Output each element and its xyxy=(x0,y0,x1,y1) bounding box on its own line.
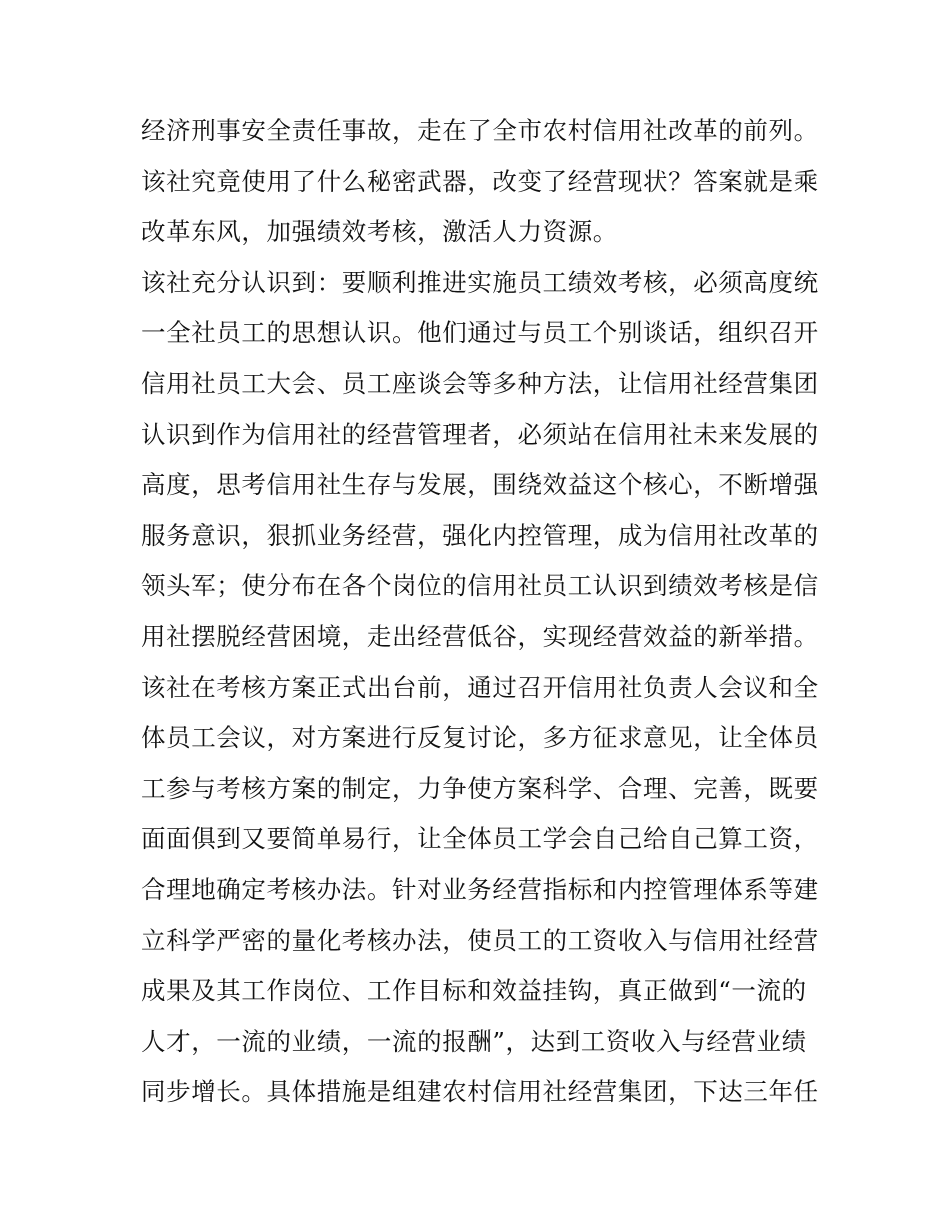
text-line-7: 认识到作为信用社的经营管理者，必须站在信用社未来发展的 xyxy=(141,419,819,449)
text-line-4: 该社充分认识到：要顺利推进实施员工绩效考核，必须高度统 xyxy=(141,267,819,297)
text-line-15: 面面俱到又要简单易行，让全体员工学会自己给自己算工资， xyxy=(141,824,819,854)
text-line-2: 该社究竟使用了什么秘密武器，改变了经营现状？答案就是乘 xyxy=(141,166,819,196)
text-line-5: 一全社员工的思想认识。他们通过与员工个别谈话，组织召开 xyxy=(141,318,819,348)
body-text xyxy=(141,106,821,1118)
text-line-16: 合理地确定考核办法。针对业务经营指标和内控管理体系等建 xyxy=(141,874,819,904)
text-line-3: 改革东风，加强绩效考核，激活人力资源。 xyxy=(141,217,618,247)
text-line-20: 同步增长。具体措施是组建农村信用社经营集团，下达三年任 xyxy=(141,1077,819,1107)
text-line-17: 立科学严密的量化考核办法，使员工的工资收入与信用社经营 xyxy=(141,925,819,955)
text-line-8: 高度，思考信用社生存与发展，围绕效益这个核心，不断增强 xyxy=(141,470,819,500)
text-line-6: 信用社员工大会、员工座谈会等多种方法，让信用社经营集团 xyxy=(141,368,819,398)
text-line-18: 成果及其工作岗位、工作目标和效益挂钩，真正做到“一流的 xyxy=(141,976,807,1006)
text-line-11: 用社摆脱经营困境，走出经营低谷，实现经营效益的新举措。 xyxy=(141,621,819,651)
text-line-13: 体员工会议，对方案进行反复讨论，多方征求意见，让全体员 xyxy=(141,723,819,753)
text-line-9: 服务意识，狠抓业务经营，强化内控管理，成为信用社改革的 xyxy=(141,520,819,550)
text-line-12: 该社在考核方案正式出台前，通过召开信用社负责人会议和全 xyxy=(141,672,819,702)
text-line-10: 领头军；使分布在各个岗位的信用社员工认识到绩效考核是信 xyxy=(141,571,819,601)
text-line-19: 人才，一流的业绩，一流的报酬”，达到工资收入与经营业绩 xyxy=(141,1026,807,1056)
text-line-14: 工参与考核方案的制定，力争使方案科学、合理、完善，既要 xyxy=(141,773,819,803)
text-line-1: 经济刑事安全责任事故，走在了全市农村信用社改革的前列。 xyxy=(141,116,819,145)
